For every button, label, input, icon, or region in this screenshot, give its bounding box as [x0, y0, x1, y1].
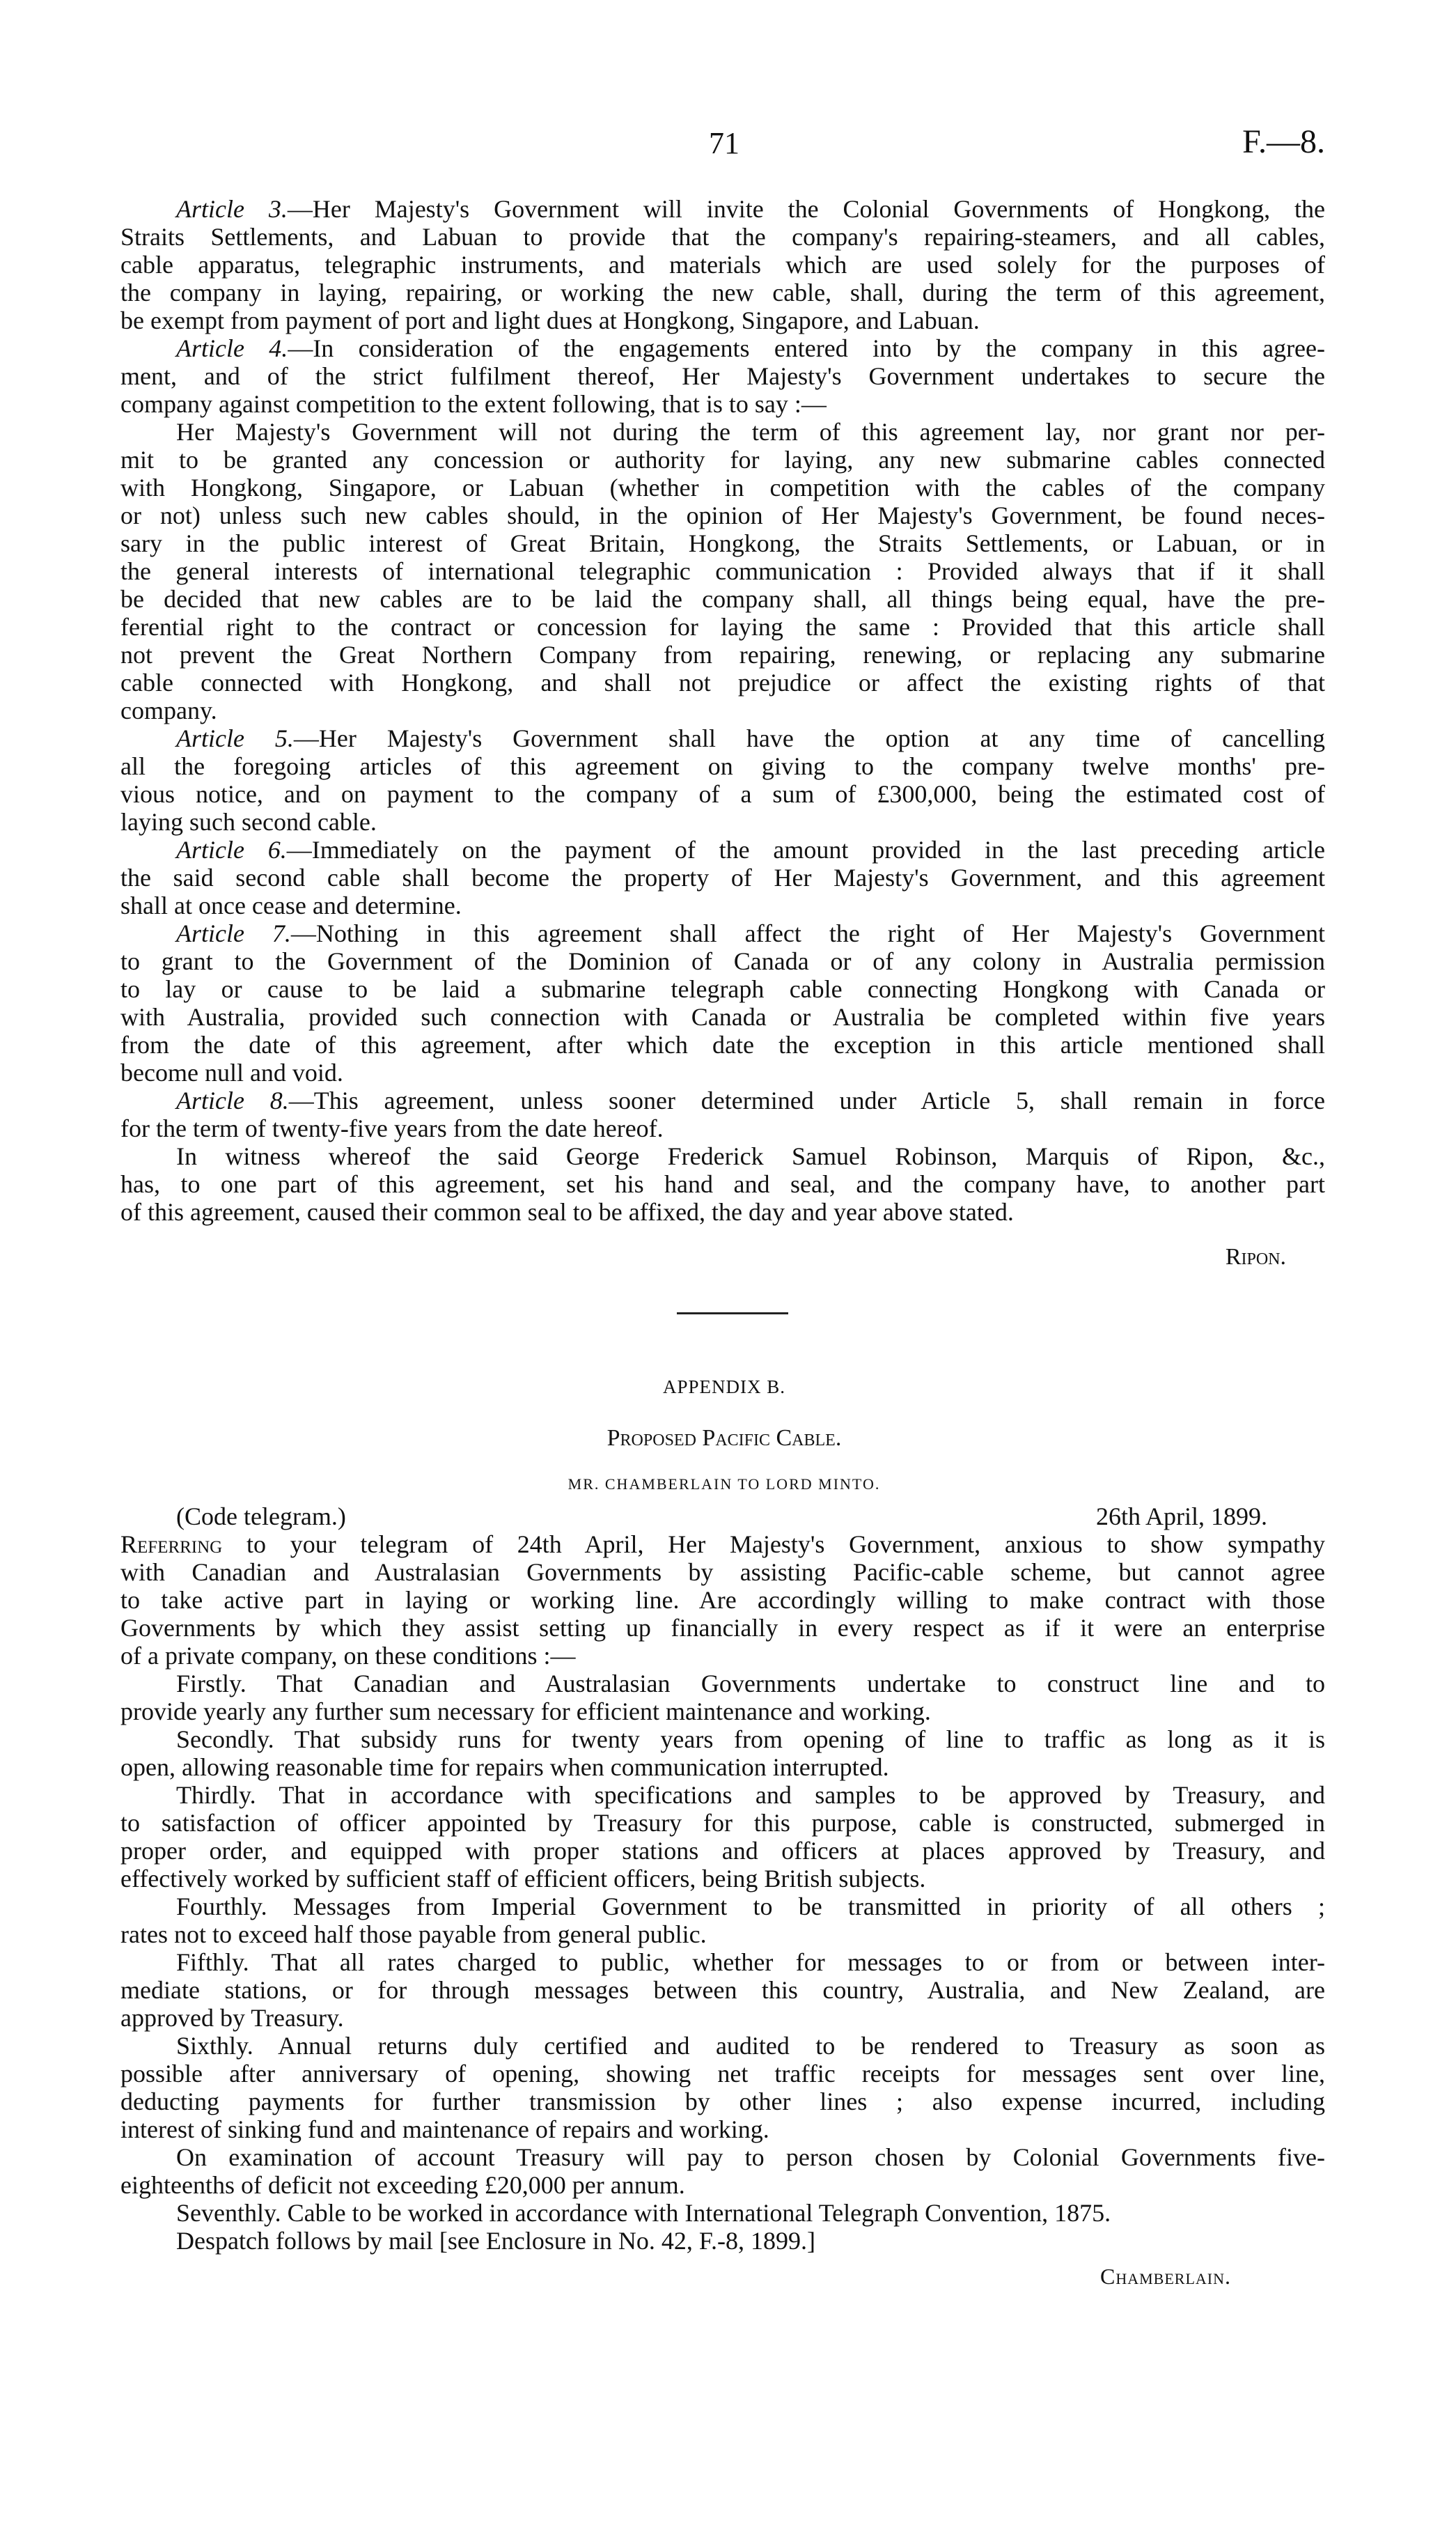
line-text: —Her Majesty's Government will invite the Colonial Governments of Hongkong, the: [287, 195, 1326, 223]
telegram-paragraph: [120, 1530, 1325, 1670]
text-line: [120, 1059, 1325, 1087]
article-paragraph: [120, 195, 1325, 334]
line-text: to grant to the Government of the Dominion of Canada or of any colony in Australia permission: [120, 947, 1325, 975]
text-line: [120, 1781, 1325, 1809]
section-divider: [677, 1312, 788, 1314]
text-line: [120, 1614, 1325, 1642]
line-text: Fourthly. Messages from Imperial Government to be transmitted in priority of all others ;: [176, 1892, 1325, 1920]
article-label: Article 7.: [176, 919, 291, 947]
line-text: Thirdly. That in accordance with specifications and samples to be approved by Treasury, and: [176, 1781, 1325, 1809]
telegram-paragraph: [120, 2227, 1325, 2255]
text-line: [120, 919, 1325, 947]
text-line: [120, 1976, 1325, 2004]
article-paragraph: [120, 919, 1325, 1087]
article-paragraph: [120, 1087, 1325, 1142]
telegram-paragraph: [120, 1725, 1325, 1781]
telegram-body: [120, 1502, 1325, 2255]
line-text: In witness whereof the said George Frederick Samuel Robinson, Marquis of Ripon, &c.,: [176, 1142, 1325, 1170]
line-text: —Nothing in this agreement shall affect the right of Her Majesty's Government: [290, 919, 1325, 947]
line-text: Straits Settlements, and Labuan to provide that the company's repairing-steamers, and all cables,: [120, 223, 1325, 251]
text-line: [120, 1809, 1325, 1837]
line-text: to take active part in laying or working line. Are accordingly willing to make contract with those: [120, 1586, 1325, 1614]
text-line: [120, 2199, 1325, 2227]
line-text: of a private company, on these conditions :—: [120, 1642, 576, 1670]
text-line: [120, 1530, 1325, 1558]
text-line: [120, 1558, 1325, 1586]
line-text: of this agreement, caused their common seal to be affixed, the day and year above stated.: [120, 1198, 1014, 1226]
line-text: all the foregoing articles of this agreement on giving to the company twelve months' pre-: [120, 752, 1325, 780]
line-text: company against competition to the extent following, that is to say :—: [120, 390, 827, 418]
telegram-paragraph: [120, 1670, 1325, 1725]
text-line: [120, 2115, 1325, 2143]
article-label: Article 8.: [176, 1087, 289, 1114]
article-paragraph: [120, 334, 1325, 418]
article-label: Article 4.: [176, 334, 288, 362]
line-text: effectively worked by sufficient staff of efficient officers, being British subjects.: [120, 1865, 926, 1892]
line-text: shall at once cease and determine.: [120, 892, 462, 919]
text-line: [120, 502, 1325, 529]
text-line: [120, 975, 1325, 1003]
text-line: [120, 1753, 1325, 1781]
text-line: [120, 1837, 1325, 1865]
line-text: possible after anniversary of opening, showing net traffic receipts for messages sent over line,: [120, 2060, 1325, 2088]
signature-ripon: Ripon.: [1225, 1244, 1286, 1270]
line-text: cable connected with Hongkong, and shall not prejudice or affect the existing rights of that: [120, 669, 1325, 697]
line-text: the company in laying, repairing, or working the new cable, shall, during the term of this agreement,: [120, 279, 1325, 306]
text-line: [120, 669, 1325, 697]
line-text: ferential right to the contract or concession for laying the same : Provided that this article shall: [120, 613, 1325, 641]
line-text: On examination of account Treasury will pay to person chosen by Colonial Governments five-: [176, 2143, 1325, 2171]
line-text: with Hongkong, Singapore, or Labuan (whether in competition with the cables of the company: [120, 474, 1325, 502]
line-text: rates not to exceed half those payable from general public.: [120, 1920, 707, 1948]
line-text: —In consideration of the engagements entered into by the company in this agree-: [288, 334, 1326, 362]
line-text: mediate stations, or for through messages between this country, Australia, and New Zealand, are: [120, 1976, 1325, 2004]
text-line: [120, 1920, 1325, 1948]
text-line: [120, 1892, 1325, 1920]
text-line: [120, 2004, 1325, 2032]
line-text: to lay or cause to be laid a submarine telegraph cable connecting Hongkong with Canada or: [120, 975, 1325, 1003]
line-text: to your telegram of 24th April, Her Majesty's Government, anxious to show sympathy: [222, 1530, 1325, 1558]
line-text: with Canadian and Australasian Governments by assisting Pacific-cable scheme, but cannot agree: [120, 1558, 1325, 1586]
text-line: [120, 2143, 1325, 2171]
telegram-type: (Code telegram.): [176, 1502, 346, 1530]
article-paragraph: [120, 836, 1325, 919]
text-line: [120, 1142, 1325, 1170]
line-text: mit to be granted any concession or authority for laying, any new submarine cables connected: [120, 446, 1325, 474]
line-text: be decided that new cables are to be laid the company shall, all things being equal, have the pre-: [120, 585, 1325, 613]
text-line: [120, 334, 1325, 362]
appendix-title: APPENDIX B.: [662, 1376, 786, 1397]
text-line: [120, 1725, 1325, 1753]
line-text: approved by Treasury.: [120, 2004, 344, 2032]
text-line: [120, 1170, 1325, 1198]
text-line: [120, 1003, 1325, 1031]
text-line: [120, 195, 1325, 223]
text-line: [120, 1865, 1325, 1892]
telegram-heading: MR. CHAMBERLAIN TO LORD MINTO.: [567, 1475, 881, 1493]
text-line: [120, 223, 1325, 251]
text-line: [120, 446, 1325, 474]
text-line: [120, 390, 1325, 418]
text-line: [120, 251, 1325, 279]
text-line: [120, 2088, 1325, 2115]
article-paragraph: [120, 418, 1325, 724]
text-line: [120, 864, 1325, 892]
line-text: to satisfaction of officer appointed by Treasury for this purpose, cable is constructed, submerged in: [120, 1809, 1325, 1837]
text-line: [120, 418, 1325, 446]
line-text: from the date of this agreement, after which date the exception in this article mentioned shall: [120, 1031, 1325, 1059]
line-text: cable apparatus, telegraphic instruments, and materials which are used solely for the purposes of: [120, 251, 1325, 279]
line-text: ment, and of the strict fulfilment thereof, Her Majesty's Government undertakes to secure the: [120, 362, 1325, 390]
text-line: [120, 306, 1325, 334]
line-text: be exempt from payment of port and light dues at Hongkong, Singapore, and Labuan.: [120, 306, 980, 334]
text-line: [120, 724, 1325, 752]
line-text: proper order, and equipped with proper stations and officers at places approved by Treasury, and: [120, 1837, 1325, 1865]
text-line: [120, 1586, 1325, 1614]
text-line: [120, 1087, 1325, 1114]
telegram-paragraph: [120, 1948, 1325, 2032]
telegram-paragraph: [120, 2032, 1325, 2143]
text-line: [120, 557, 1325, 585]
text-line: [120, 892, 1325, 919]
line-text: Sixthly. Annual returns duly certified and audited to be rendered to Treasury as soon as: [176, 2032, 1325, 2060]
telegram-paragraph: [120, 1892, 1325, 1948]
article-label: Article 3.: [176, 195, 288, 223]
line-text: has, to one part of this agreement, set his hand and seal, and the company have, to another part: [120, 1170, 1325, 1198]
line-text: deducting payments for further transmission by other lines ; also expense incurred, including: [120, 2088, 1325, 2115]
lead-word: Referring: [120, 1530, 223, 1558]
text-line: [120, 585, 1325, 613]
text-line: [120, 1697, 1325, 1725]
signature-chamberlain: Chamberlain.: [1100, 2264, 1232, 2289]
line-text: —Her Majesty's Government shall have the option at any time of cancelling: [293, 724, 1325, 752]
telegram-paragraph: [120, 1781, 1325, 1892]
line-text: company.: [120, 697, 217, 724]
line-text: laying such second cable.: [120, 808, 377, 836]
line-text: —Immediately on the payment of the amount provided in the last preceding article: [286, 836, 1325, 864]
line-text: —This agreement, unless sooner determined under Article 5, shall remain in force: [288, 1087, 1325, 1114]
text-line: [120, 780, 1325, 808]
line-text: not prevent the Great Northern Company from repairing, renewing, or replacing any submarine: [120, 641, 1325, 669]
text-line: [120, 1948, 1325, 1976]
line-text: for the term of twenty-five years from the date hereof.: [120, 1114, 664, 1142]
text-line: [120, 613, 1325, 641]
appendix-subtitle: Proposed Pacific Cable.: [606, 1425, 842, 1451]
text-line: [120, 2060, 1325, 2088]
telegram-dateline: [120, 1502, 1325, 1530]
document-reference: F.—8.: [1242, 123, 1325, 160]
text-line: [120, 362, 1325, 390]
text-line: [120, 2171, 1325, 2199]
line-text: Seventhly. Cable to be worked in accordance with International Telegraph Convention, 1875.: [176, 2199, 1111, 2227]
line-text: Firstly. That Canadian and Australasian Governments undertake to construct line and to: [176, 1670, 1325, 1697]
line-text: with Australia, provided such connection with Canada or Australia be completed within five years: [120, 1003, 1325, 1031]
text-line: [120, 1031, 1325, 1059]
line-text: interest of sinking fund and maintenance of repairs and working.: [120, 2115, 769, 2143]
text-line: [120, 697, 1325, 724]
text-line: [120, 474, 1325, 502]
text-line: [120, 836, 1325, 864]
article-paragraph: [120, 1142, 1325, 1226]
line-text: sary in the public interest of Great Britain, Hongkong, the Straits Settlements, or Labuan, or in: [120, 529, 1325, 557]
agreement-articles: [120, 195, 1325, 1226]
article-label: Article 6.: [176, 836, 287, 864]
line-text: open, allowing reasonable time for repairs when communication interrupted.: [120, 1753, 889, 1781]
text-line: [120, 1642, 1325, 1670]
line-text: or not) unless such new cables should, in the opinion of Her Majesty's Government, be found neces-: [120, 502, 1325, 529]
line-text: Her Majesty's Government will not during the term of this agreement lay, nor grant nor per-: [176, 418, 1325, 446]
text-line: [120, 529, 1325, 557]
article-label: Article 5.: [176, 724, 294, 752]
line-text: Governments by which they assist setting up financially in every respect as if it were an enterprise: [120, 1614, 1325, 1642]
text-line: [120, 2227, 1325, 2255]
text-line: [120, 947, 1325, 975]
text-line: [120, 1198, 1325, 1226]
line-text: the general interests of international telegraphic communication : Provided always that if it shall: [120, 557, 1325, 585]
text-line: [120, 2032, 1325, 2060]
text-line: [120, 1114, 1325, 1142]
line-text: Fifthly. That all rates charged to public, whether for messages to or from or between inter-: [176, 1948, 1325, 1976]
text-line: [120, 752, 1325, 780]
text-line: [120, 279, 1325, 306]
telegram-paragraph: [120, 2143, 1325, 2199]
line-text: vious notice, and on payment to the company of a sum of £300,000, being the estimated cost of: [120, 780, 1325, 808]
line-text: Despatch follows by mail [see Enclosure in No. 42, F.-8, 1899.]: [176, 2227, 815, 2255]
page-number: 71: [709, 126, 739, 160]
article-paragraph: [120, 724, 1325, 836]
line-text: become null and void.: [120, 1059, 343, 1087]
text-line: [120, 1670, 1325, 1697]
line-text: eighteenths of deficit not exceeding £20,000 per annum.: [120, 2171, 685, 2199]
line-text: Secondly. That subsidy runs for twenty years from opening of line to traffic as long as it is: [176, 1725, 1325, 1753]
telegram-date: 26th April, 1899.: [1095, 1502, 1267, 1530]
text-line: [120, 641, 1325, 669]
line-text: the said second cable shall become the property of Her Majesty's Government, and this agreement: [120, 864, 1325, 892]
telegram-paragraph: [120, 2199, 1325, 2227]
text-line: [120, 808, 1325, 836]
line-text: provide yearly any further sum necessary for efficient maintenance and working.: [120, 1697, 931, 1725]
